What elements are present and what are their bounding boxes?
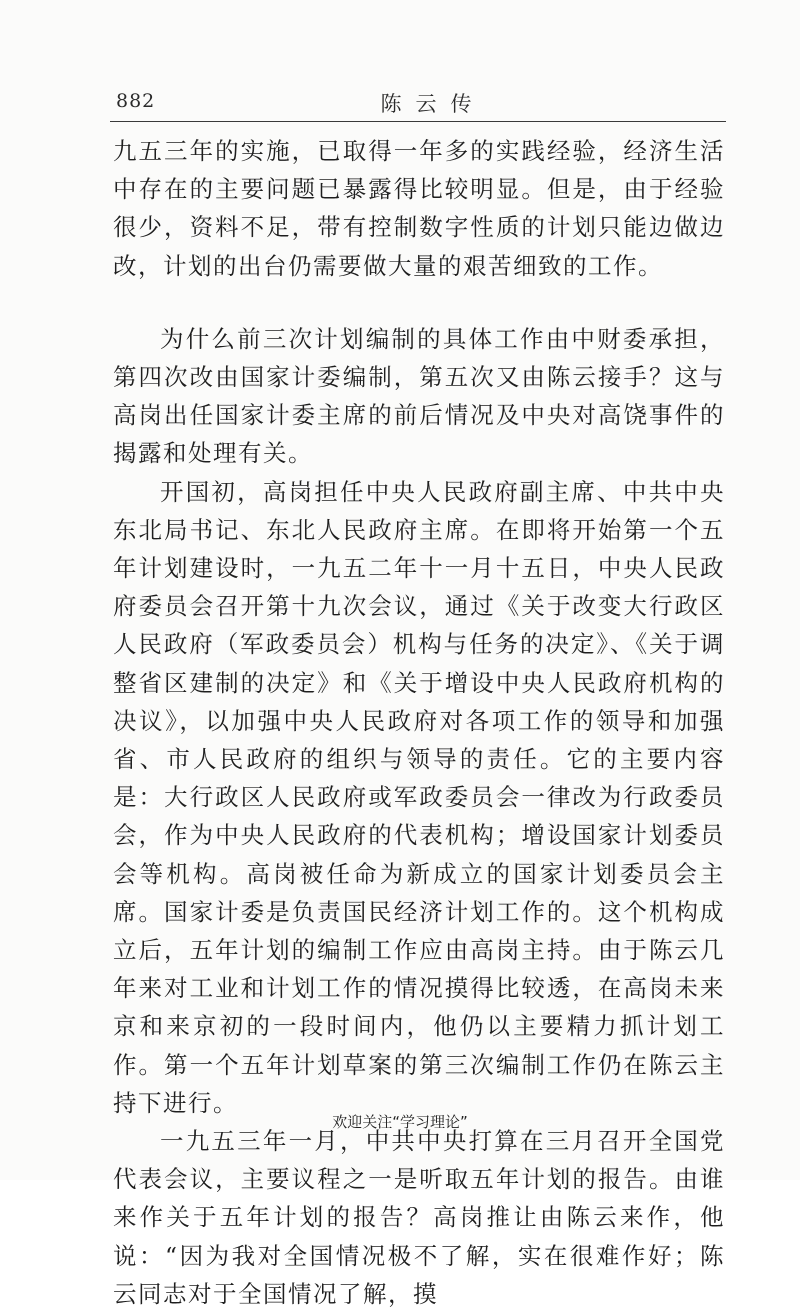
paragraph-4: 一九五三年一月，中共中央打算在三月召开全国党代表会议，主要议程之一是听取五年计划的报告。由谁来作关于五年计划的报告？高岗推让由陈云来作，他说：“因为我对全国情况极不了解，实在很难作好；陈云同志对于全国情况了解，摸 — [113, 1127, 725, 1308]
paragraph-1: 九五三年的实施，已取得一年多的实践经验，经济生活中存在的主要问题已暴露得比较明显。但是，由于经验很少，资料不足，带有控制数字性质的计划只能边做边改，计划的出台仍需要做大量的艰苦细致的工作。 — [113, 137, 725, 280]
header-rule — [110, 121, 726, 122]
footer-note: 欢迎关注“学习理论” — [332, 1113, 468, 1131]
paragraph-2: 为什么前三次计划编制的具体工作由中财委承担，第四次改由国家计委编制，第五次又由陈云接手？这与高岗出任国家计委主席的前后情况及中央对高饶事件的揭露和处理有关。 — [113, 324, 725, 468]
paragraph-3: 开国初，高岗担任中央人民政府副主席、中共中央东北局书记、东北人民政府主席。在即将开始第一个五年计划建设时，一九五二年十一月十五日，中央人民政府委员会召开第十九次会议，通过《关于改变大行政区人民政府（军政委员会）机构与任务的决定》、《关于调整省区建制的决定》和《关于增设中央人民政府机构的决议》，以加强中央人民政府对各项工作的领导和加强省、市人民政府的组织与领导的责任。它的主要内容是：大行政区人民政府或军政委员会一律改为行政委员会，作为中央人民政府的代表机构；增设国家计划委员会等机构。高岗被任命为新成立的国家计划委员会主席。国家计委是负责国民经济计划工作的。这个机构成立后，五年计划的编制工作应由高岗主持。由于陈云几年来对工业和计划工作的情况摸得比较透，在高岗未来京和来京初的一段时间内，他仍以主要精力抓计划工作。第一个五年计划草案的第三次编制工作仍在陈云主持下进行。 — [113, 477, 725, 1117]
body-text — [113, 132, 725, 1313]
page-number: 882 — [116, 90, 156, 112]
book-title: 陈云传 — [380, 92, 486, 116]
running-header — [110, 88, 726, 118]
